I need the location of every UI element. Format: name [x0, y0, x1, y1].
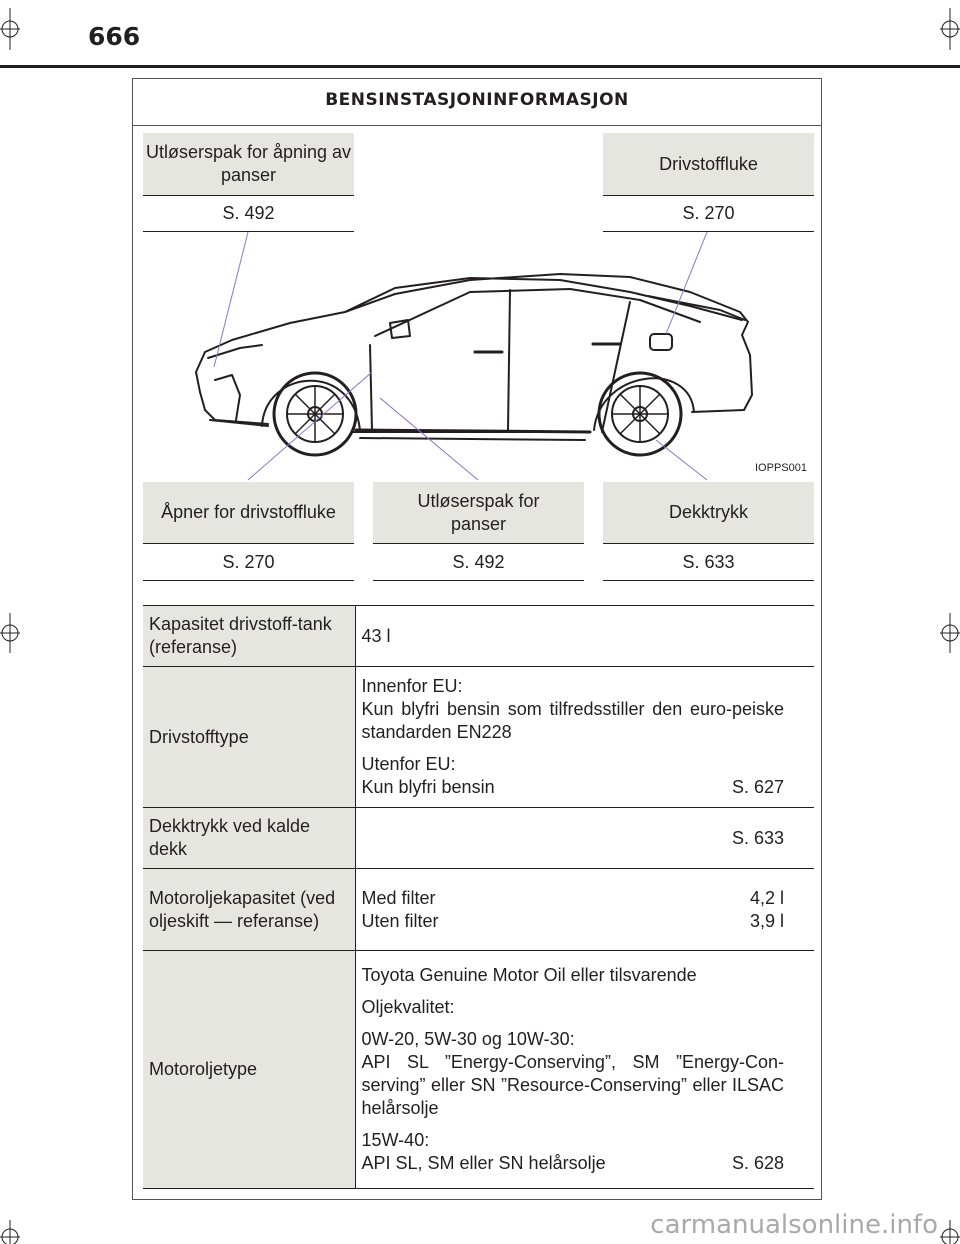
- spec-label-oil-capacity: Motoroljekapasitet (ved oljeskift — referanse): [143, 869, 355, 951]
- page-number: 666: [88, 22, 141, 51]
- table-row: [143, 869, 814, 951]
- callout-hood-lever-label: Utløserspak for panser: [373, 482, 584, 544]
- fuel-eu-text: Kun blyfri bensin som tilfredsstiller den euro-peiske standarden EN228: [361, 699, 784, 742]
- fuel-noneu-heading: Utenfor EU:: [361, 754, 456, 774]
- fuel-noneu-text: Kun blyfri bensin: [361, 777, 495, 797]
- callout-fuel-door-ref[interactable]: S. 270: [603, 195, 814, 232]
- callout-fuel-door-label: Drivstoffluke: [603, 133, 814, 196]
- fuel-noneu-ref[interactable]: S. 627: [731, 777, 784, 797]
- oil-grade2-text: API SL, SM eller SN helårsolje: [361, 1153, 606, 1173]
- callout-hood-lever-ref[interactable]: S. 492: [373, 544, 584, 581]
- oil-without-value: 3,9 l: [749, 910, 784, 931]
- spec-value-fuel: [355, 667, 814, 808]
- spec-label-tank: Kapasitet drivstoff-tank (referanse): [143, 606, 355, 667]
- spec-table: [143, 605, 814, 1189]
- page-title: BENSINSTASJONINFORMASJON: [132, 78, 822, 126]
- table-row: [143, 951, 814, 1189]
- oil-grade2-heading: 15W-40:: [361, 1130, 430, 1150]
- spec-value-tank: 43 l: [355, 606, 814, 667]
- callout-tire-pressure-label: Dekktrykk: [603, 482, 814, 544]
- oil-grade1-heading: 0W-20, 5W-30 og 10W-30:: [361, 1029, 575, 1049]
- spec-label-fuel: Drivstofftype: [143, 667, 355, 808]
- oil-grade2-ref[interactable]: S. 628: [731, 1153, 784, 1173]
- oil-type-line2: Oljekvalitet:: [361, 997, 455, 1017]
- oil-grade1-text: API SL ”Energy-Conserving”, SM ”Energy-Con-serving” eller SN ”Resource-Conserving” eller ILSAC helårsolje: [361, 1052, 784, 1118]
- fuel-eu-heading: Innenfor EU:: [361, 676, 463, 696]
- table-row: [143, 667, 814, 808]
- figure-code: IOPPS001: [755, 462, 807, 474]
- oil-type-line1: Toyota Genuine Motor Oil eller tilsvarende: [361, 965, 697, 985]
- callout-hood-release-label: Utløserspak for åpning av panser: [143, 133, 354, 196]
- tire-ref[interactable]: S. 633: [731, 827, 784, 848]
- callout-fuel-door-opener-ref[interactable]: S. 270: [143, 544, 354, 581]
- table-row: [143, 606, 814, 667]
- callout-tire-pressure-ref[interactable]: S. 633: [603, 544, 814, 581]
- oil-with-value: 4,2 l: [749, 887, 784, 908]
- spec-label-tire: Dekktrykk ved kalde dekk: [143, 808, 355, 869]
- table-row: [143, 808, 814, 869]
- watermark: carmanualsonline.info: [650, 1210, 938, 1240]
- oil-without-filter: Uten filter: [361, 910, 439, 931]
- callout-hood-release-ref[interactable]: S. 492: [143, 195, 354, 232]
- oil-with-filter: Med filter: [361, 887, 436, 908]
- callout-fuel-door-opener-label: Åpner for drivstoffluke: [143, 482, 354, 544]
- spec-label-oil-type: Motoroljetype: [143, 951, 355, 1189]
